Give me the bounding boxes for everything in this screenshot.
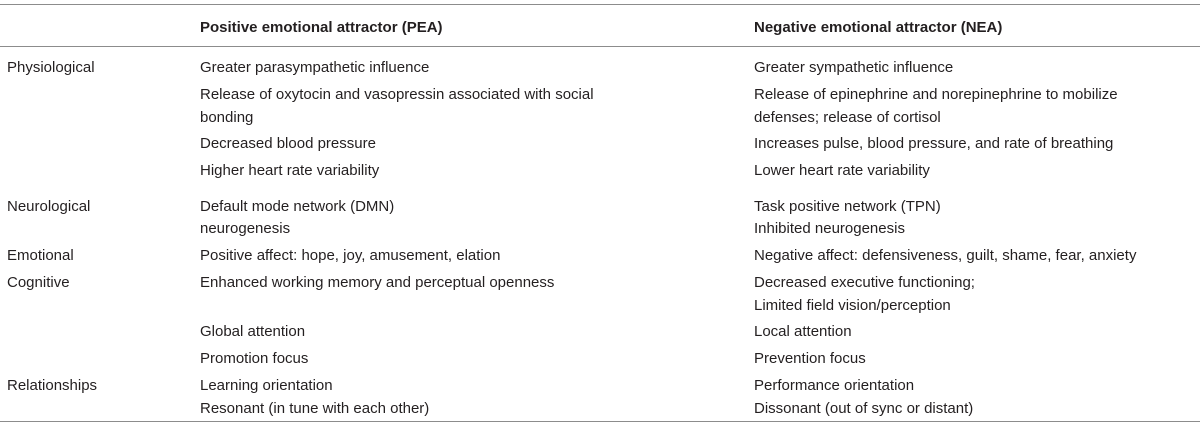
nea-cell: Inhibited neurogenesis xyxy=(754,220,905,237)
nea-cell: Task positive network (TPN) xyxy=(754,198,941,215)
pea-cell: Promotion focus xyxy=(200,350,309,367)
row-category: Physiological xyxy=(7,59,95,76)
row-category: Neurological xyxy=(7,198,91,215)
pea-cell: Release of oxytocin and vasopressin associated with social xyxy=(200,86,594,103)
pea-cell: Global attention xyxy=(200,323,306,340)
row-category: Emotional xyxy=(7,247,74,264)
nea-cell: Lower heart rate variability xyxy=(754,162,930,179)
bottom-rule xyxy=(0,421,1200,422)
header-nea: Negative emotional attractor (NEA) xyxy=(754,19,1003,36)
nea-cell: Increases pulse, blood pressure, and rate of breathing xyxy=(754,135,1114,152)
nea-cell: Prevention focus xyxy=(754,350,866,367)
pea-cell: neurogenesis xyxy=(200,220,291,237)
nea-cell: Performance orientation xyxy=(754,377,915,394)
pea-cell: Learning orientation xyxy=(200,377,333,394)
top-rule xyxy=(0,4,1200,5)
pea-cell: Default mode network (DMN) xyxy=(200,198,395,215)
nea-cell: Greater sympathetic influence xyxy=(754,59,954,76)
pea-cell: Higher heart rate variability xyxy=(200,162,380,179)
nea-cell: Release of epinephrine and norepinephrine to mobilize xyxy=(754,86,1118,103)
nea-cell: Local attention xyxy=(754,323,852,340)
pea-cell: Positive affect: hope, joy, amusement, elation xyxy=(200,247,501,264)
pea-cell: Decreased blood pressure xyxy=(200,135,376,152)
pea-cell: Resonant (in tune with each other) xyxy=(200,400,430,417)
header-rule xyxy=(0,46,1200,47)
pea-cell: Greater parasympathetic influence xyxy=(200,59,430,76)
nea-cell: Limited field vision/perception xyxy=(754,297,951,314)
pea-cell: bonding xyxy=(200,109,254,126)
nea-cell: Decreased executive functioning; xyxy=(754,274,975,291)
nea-cell: defenses; release of cortisol xyxy=(754,109,941,126)
row-category: Relationships xyxy=(7,377,98,394)
row-category: Cognitive xyxy=(7,274,70,291)
pea-cell: Enhanced working memory and perceptual openness xyxy=(200,274,555,291)
nea-cell: Dissonant (out of sync or distant) xyxy=(754,400,974,417)
nea-cell: Negative affect: defensiveness, guilt, shame, fear, anxiety xyxy=(754,247,1137,264)
header-pea: Positive emotional attractor (PEA) xyxy=(200,19,443,36)
